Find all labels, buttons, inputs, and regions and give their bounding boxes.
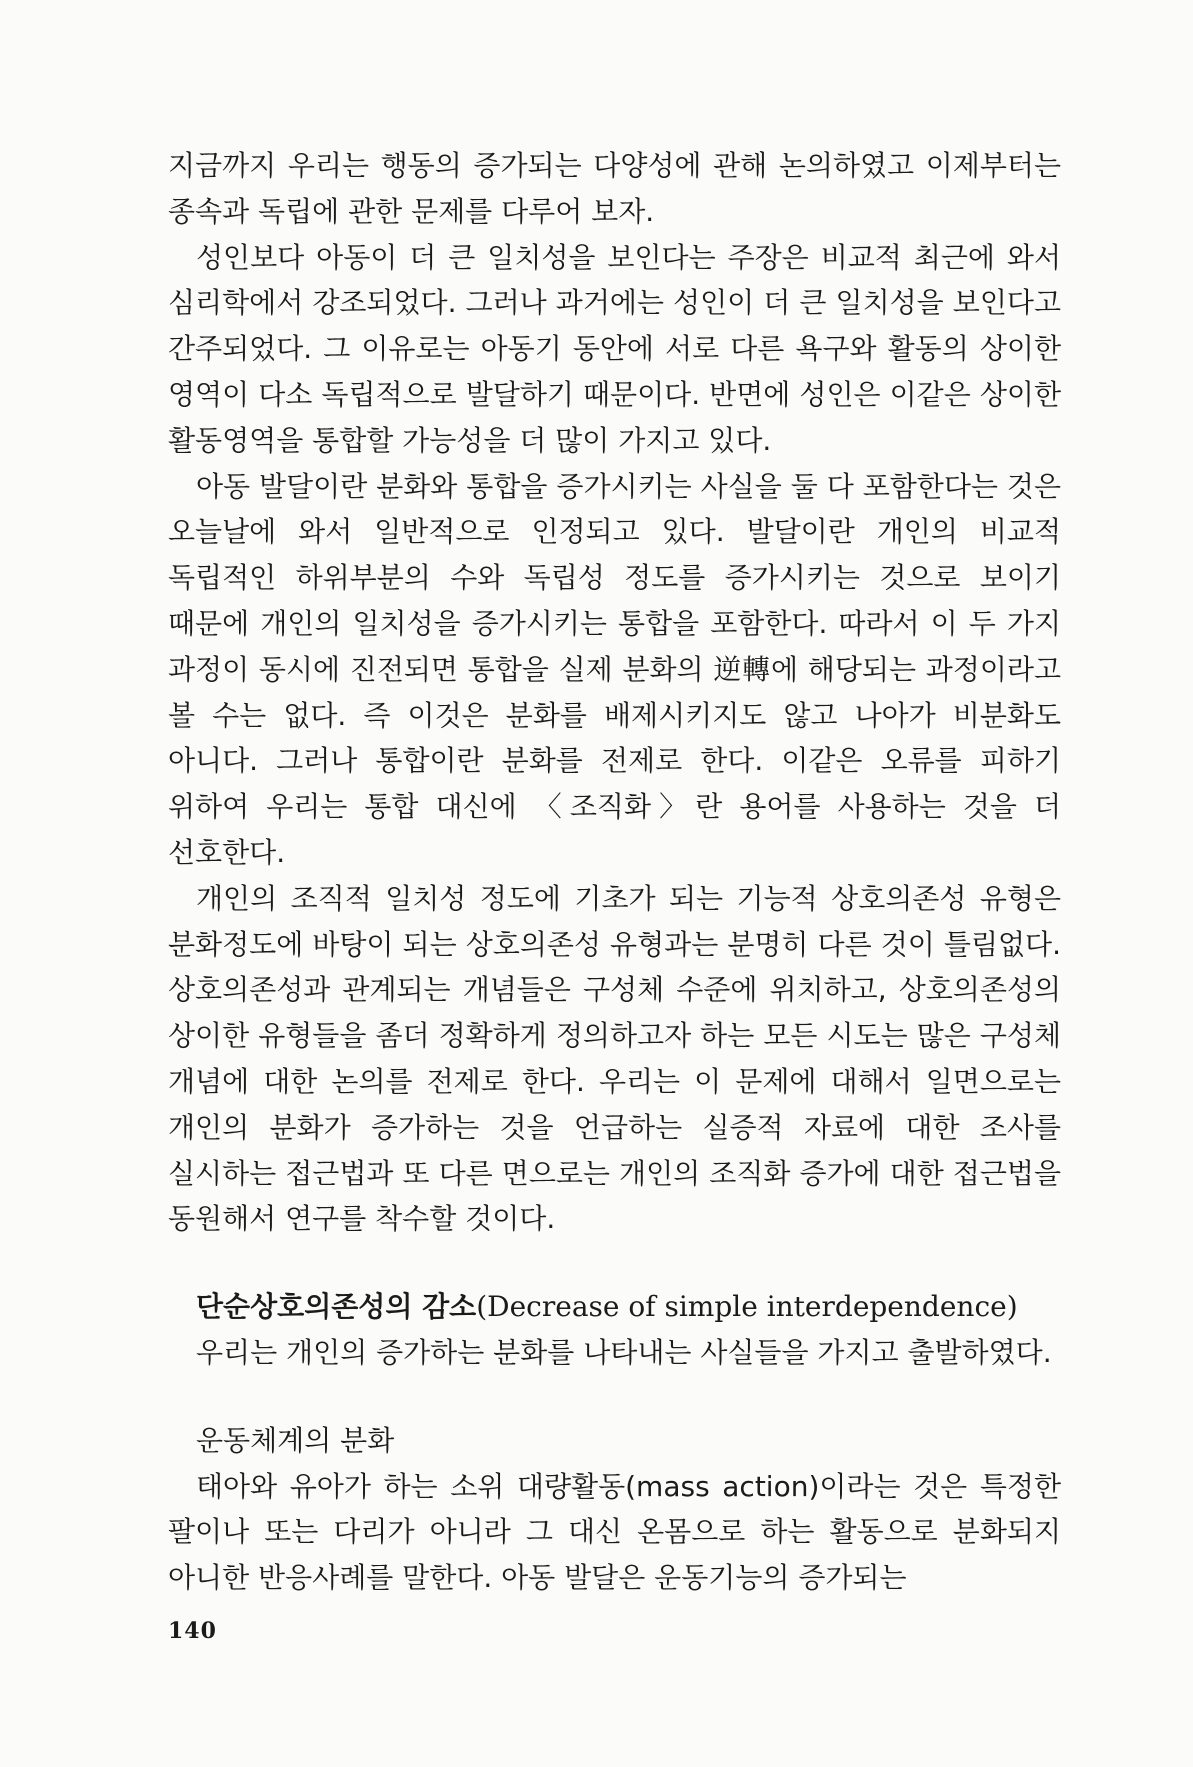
paragraph-2: 성인보다 아동이 더 큰 일치성을 보인다는 주장은 비교적 최근에 와서 심리학에서 강조되었다. 그러나 과거에는 성인이 더 큰 일치성을 보인다고 간주되었다. 그 이유로는 아동기 동안에 서로 다른 욕구와 활동의 상이한 영역이 다소 독립적으로 발달하기 때문이다. 반면에 성인은 이같은 상이한 활동영역을 통합할 가능성을 더 많이 가지고 있다.: [168, 240, 1061, 457]
section-gap: [168, 1242, 1061, 1284]
paragraph-3: 아동 발달이란 분화와 통합을 증가시키는 사실을 둘 다 포함한다는 것은 오늘날에 와서 일반적으로 인정되고 있다. 발달이란 개인의 비교적 독립적인 하위부분의 수와 독립성 정도를 증가시키는 것으로 보이기 때문에 개인의 일치성을 증가시키는 통합을 포함한다. 따라서 이 두 가지 과정이 동시에 진전되면 통합을 실제 분화의 逆轉에 해당되는 과정이라고 볼 수는 없다. 즉 이것은 분화를 배제시키지도 않고 나아가 비분화도 아니다. 그러나 통합이란 분화를 전제로 한다. 이같은 오류를 피하기 위하여 우리는 통합 대신에 〈조직화〉란 용어를 사용하는 것을 더 선호한다.: [168, 469, 1061, 869]
page-number: 140: [168, 1618, 217, 1644]
body-text: [168, 143, 1061, 1601]
final-paragraph: 태아와 유아가 하는 소위 대량활동(mass action)이라는 것은 특정한 팔이나 또는 다리가 아니라 그 대신 온몸으로 하는 활동으로 분화되지 아니한 반응사례를 말한다. 아동 발달은 운동기능의 증가되는: [168, 1469, 1061, 1595]
subheading: 운동체계의 분화: [196, 1423, 395, 1457]
section-heading: [168, 1284, 1061, 1330]
section-heading-korean: 단순상호의존성의 감소: [196, 1290, 477, 1324]
section-paragraph: 우리는 개인의 증가하는 분화를 나타내는 사실들을 가지고 출발하였다.: [196, 1335, 1052, 1369]
section-heading-english: (Decrease of simple interdependence): [476, 1290, 1018, 1324]
subsection-gap: [168, 1376, 1061, 1418]
paragraph-1: 지금까지 우리는 행동의 증가되는 다양성에 관해 논의하였고 이제부터는 종속과 독립에 관한 문제를 다루어 보자.: [168, 149, 1061, 228]
paragraph-4: 개인의 조직적 일치성 정도에 기초가 되는 기능적 상호의존성 유형은 분화정도에 바탕이 되는 상호의존성 유형과는 분명히 다른 것이 틀림없다. 상호의존성과 관계되는 개념들은 구성체 수준에 위치하고, 상호의존성의 상이한 유형들을 좀더 정확하게 정의하고자 하는 모든 시도는 많은 구성체 개념에 대한 논의를 전제로 한다. 우리는 이 문제에 대해서 일면으로는 개인의 분화가 증가하는 것을 언급하는 실증적 자료에 대한 조사를 실시하는 접근법과 또 다른 면으로는 개인의 조직화 증가에 대한 접근법을 동원해서 연구를 착수할 것이다.: [168, 881, 1061, 1236]
